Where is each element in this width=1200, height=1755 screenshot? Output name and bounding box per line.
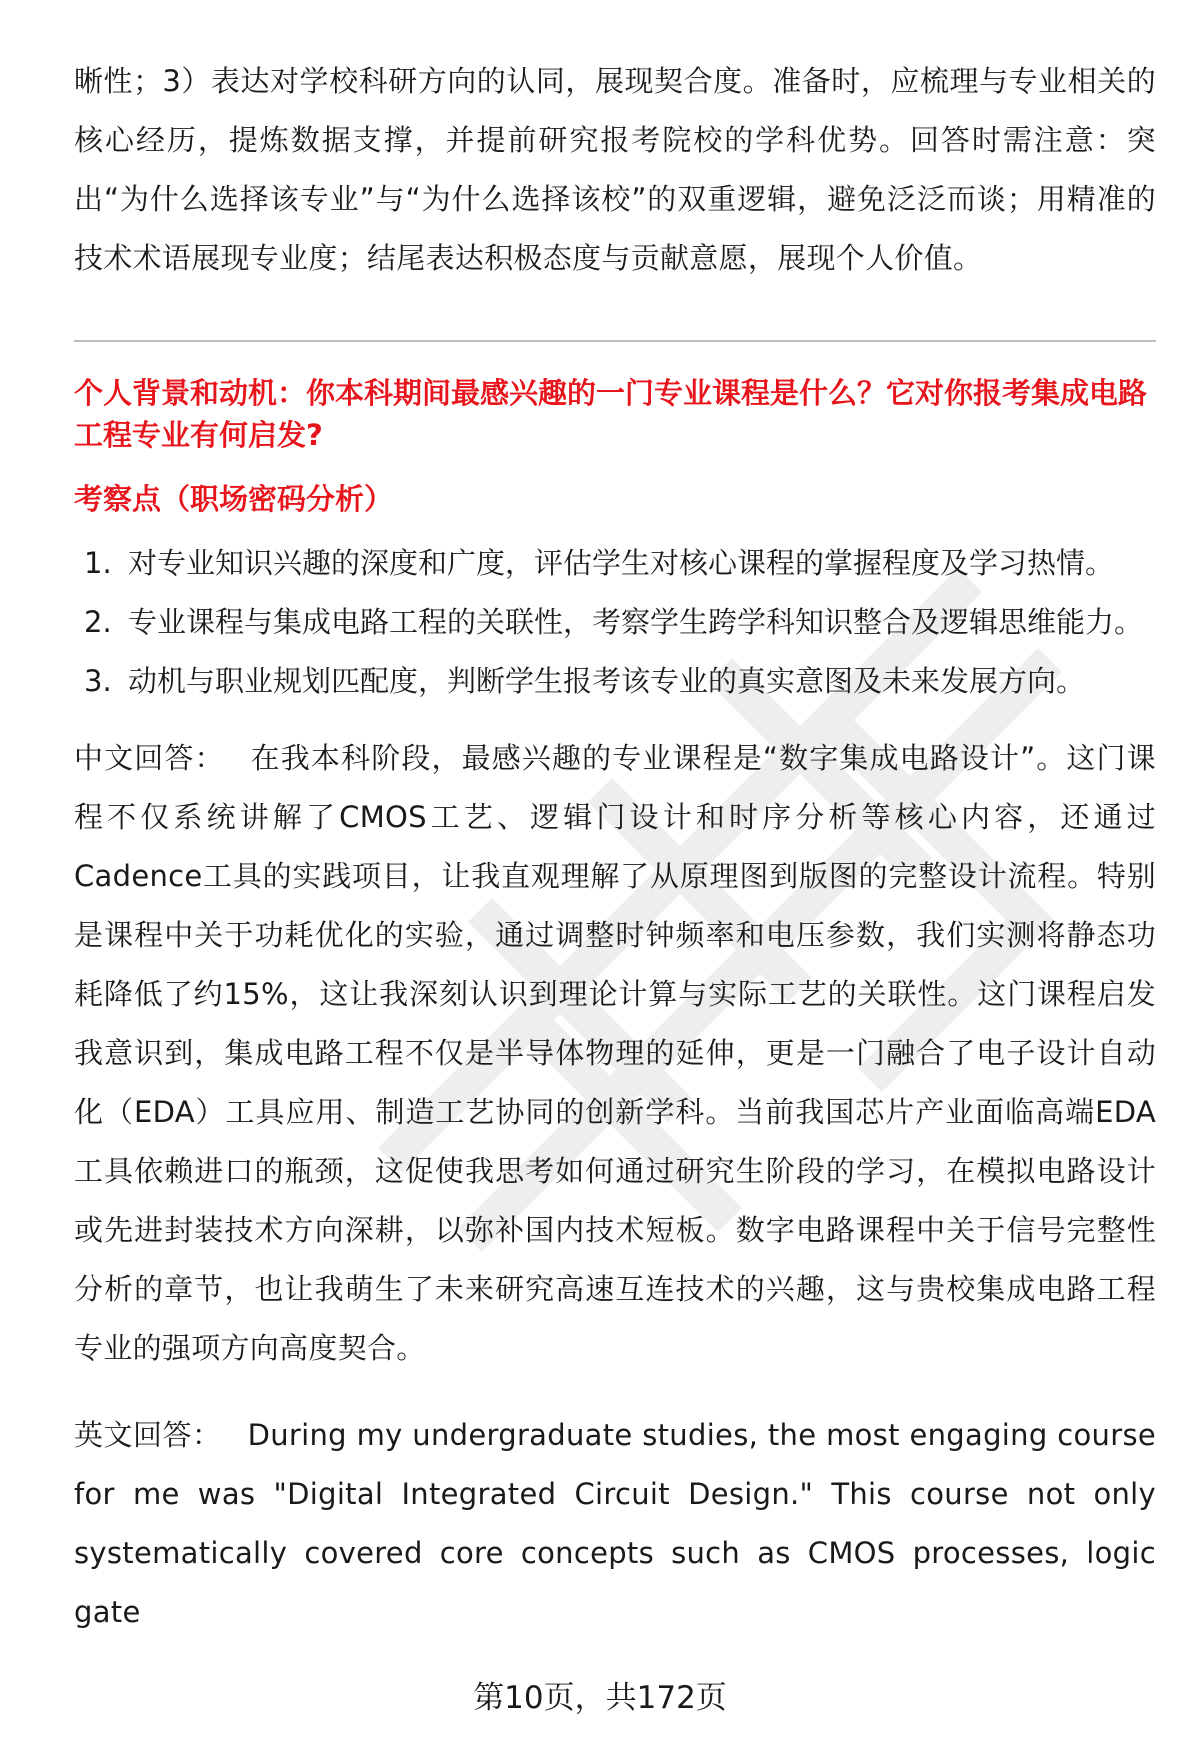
list-item xyxy=(74,652,1156,711)
list-item-number: 2. xyxy=(84,605,112,639)
list-item-number: 1. xyxy=(84,546,112,580)
question-heading: 个人背景和动机：你本科期间最感兴趣的一门专业课程是什么？它对你报考集成电路工程专业有何启发? xyxy=(74,376,1148,452)
list-item-number: 3. xyxy=(84,664,112,698)
page-number-footer: 第10页，共172页 xyxy=(473,1680,727,1716)
intro-continuation-paragraph: 晰性；3）表达对学校科研方向的认同，展现契合度。准备时，应梳理与专业相关的核心经历，提炼数据支撑，并提前研究报考院校的学科优势。回答时需注意：突出“为什么选择该专业”与“为什么选择该校”的双重逻辑，避免泛泛而谈；用精准的技术术语展现专业度；结尾表达积极态度与贡献意愿，展现个人价值。 xyxy=(74,64,1156,275)
assessment-point-list xyxy=(74,534,1156,711)
list-item-text: 动机与职业规划匹配度，判断学生报考该专业的真实意图及未来发展方向。 xyxy=(128,664,1086,698)
chinese-answer-text: 在我本科阶段，最感兴趣的专业课程是“数字集成电路设计”。这门课程不仅系统讲解了CMOS工艺、逻辑门设计和时序分析等核心内容，还通过Cadence工具的实践项目，让我直观理解了从原理图到版图的完整设计流程。特别是课程中关于功耗优化的实验，通过调整时钟频率和电压参数，我们实测将静态功耗降低了约15%，这让我深刻认识到理论计算与实际工艺的关联性。这门课程启发我意识到，集成电路工程不仅是半导体物理的延伸，更是一门融合了电子设计自动化（EDA）工具应用、制造工艺协同的创新学科。当前我国芯片产业面临高端EDA工具依赖进口的瓶颈，这促使我思考如何通过研究生阶段的学习，在模拟电路设计或先进封装技术方向深耕，以弥补国内技术短板。数字电路课程中关于信号完整性分析的章节，也让我萌生了未来研究高速互连技术的兴趣，这与贵校集成电路工程专业的强项方向高度契合。 xyxy=(74,741,1156,1365)
chinese-answer-label: 中文回答： xyxy=(74,741,225,775)
chinese-answer-paragraph xyxy=(74,729,1156,1378)
assessment-heading: 考察点（职场密码分析） xyxy=(74,482,394,516)
english-answer-label: 英文回答： xyxy=(74,1418,222,1452)
document-page xyxy=(74,52,1156,1642)
english-answer-paragraph xyxy=(74,1406,1156,1642)
list-item-text: 专业课程与集成电路工程的关联性，考察学生跨学科知识整合及逻辑思维能力。 xyxy=(128,605,1144,639)
section-divider xyxy=(74,340,1156,342)
list-item xyxy=(74,534,1156,593)
list-item-text: 对专业知识兴趣的深度和广度，评估学生对核心课程的掌握程度及学习热情。 xyxy=(128,546,1115,580)
list-item xyxy=(74,593,1156,652)
english-answer-text: During my undergraduate studies, the most engaging course for me was "Digital Integrated Circuit Design." This course not only systematically covered core concepts such as CMOS processes, logic gate xyxy=(74,1418,1156,1629)
